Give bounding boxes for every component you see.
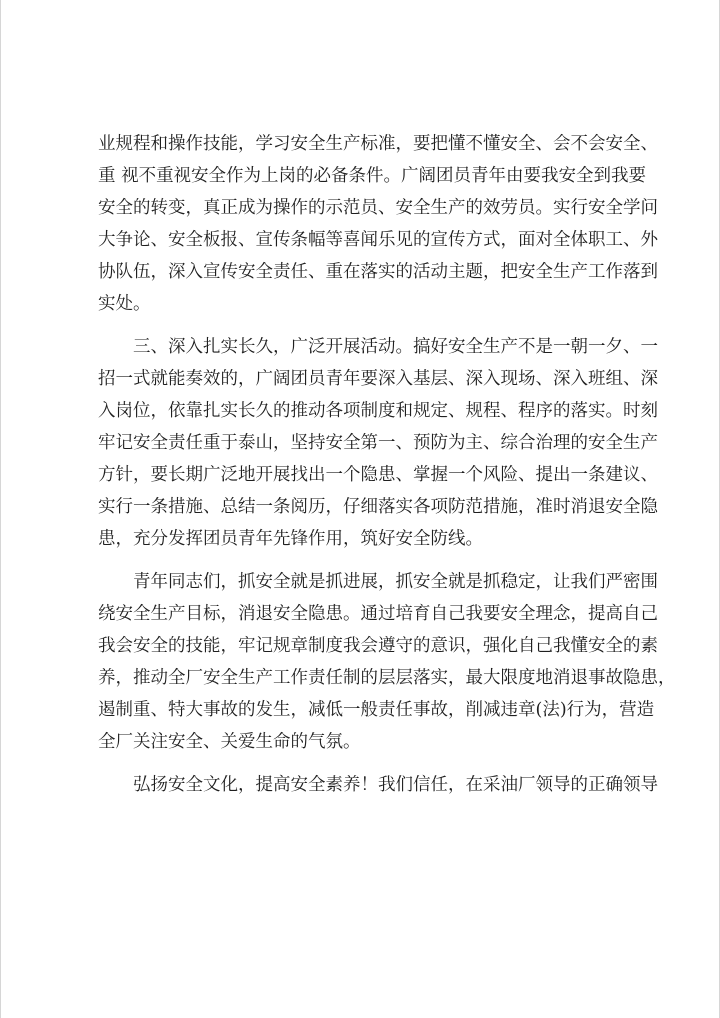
paragraph-line: 方针，要长期广泛地开展找出一个隐患、掌握一个风险、提出一条建议、 [98, 465, 658, 485]
paragraph-line: 协队伍，深入宣传安全责任、重在落实的活动主题，把安全生产工作落到 [98, 262, 658, 282]
paragraph-line: 招一式就能奏效的，广阔团员青年要深入基层、深入现场、深入班组、深 [98, 369, 658, 389]
paragraph-line: 业规程和操作技能，学习安全生产标准，要把懂不懂安全、会不会安全、 [98, 134, 658, 154]
paragraph-line: 绕安全生产目标，消退安全隐患。通过培育自己我要安全理念，提高自己 [98, 604, 658, 624]
paragraph-4 [98, 769, 658, 801]
paragraph-line: 实处。 [98, 294, 151, 314]
paragraph-2 [98, 331, 658, 555]
paragraph-line: 安全的转变，真正成为操作的示范员、安全生产的效劳员。实行安全学问 [98, 198, 658, 218]
paragraph-line: 三、深入扎实长久，广泛开展活动。搞好安全生产不是一朝一夕、一 [133, 337, 658, 357]
paragraph-line: 重 视不重视安全作为上岗的必备条件。广阔团员青年由要我安全到我要 [98, 166, 647, 186]
body-text [98, 128, 676, 801]
paragraph-line: 遏制重、特大事故的发生，减低一般责任事故，削减违章(法)行为，营造 [98, 700, 655, 720]
paragraph-line: 青年同志们，抓安全就是抓进展，抓安全就是抓稳定，让我们严密围 [133, 572, 658, 592]
paragraph-line: 大争论、安全板报、宣传条幅等喜闻乐见的宣传方式，面对全体职工、外 [98, 230, 658, 250]
paragraph-line: 养，推动全厂安全生产工作责任制的层层落实，最大限度地消退事故隐患， [98, 668, 676, 688]
paragraph-line: 入岗位，依靠扎实长久的推动各项制度和规定、规程、程序的落实。时刻 [98, 401, 658, 421]
paragraph-line: 弘扬安全文化，提高安全素养！我们信任，在采油厂领导的正确领导 [133, 775, 658, 795]
paragraph-line: 全厂关注安全、关爱生命的气氛。 [98, 732, 361, 752]
paragraph-1 [98, 128, 658, 320]
paragraph-3 [98, 566, 676, 758]
paragraph-line: 患，充分发挥团员青年先锋作用，筑好安全防线。 [98, 529, 483, 549]
paragraph-line: 牢记安全责任重于泰山，坚持安全第一、预防为主、综合治理的安全生产 [98, 433, 658, 453]
paragraph-line: 实行一条措施、总结一条阅历，仔细落实各项防范措施，准时消退安全隐 [98, 497, 658, 517]
paragraph-line: 我会安全的技能，牢记规章制度我会遵守的意识，强化自己我懂安全的素 [98, 636, 658, 656]
